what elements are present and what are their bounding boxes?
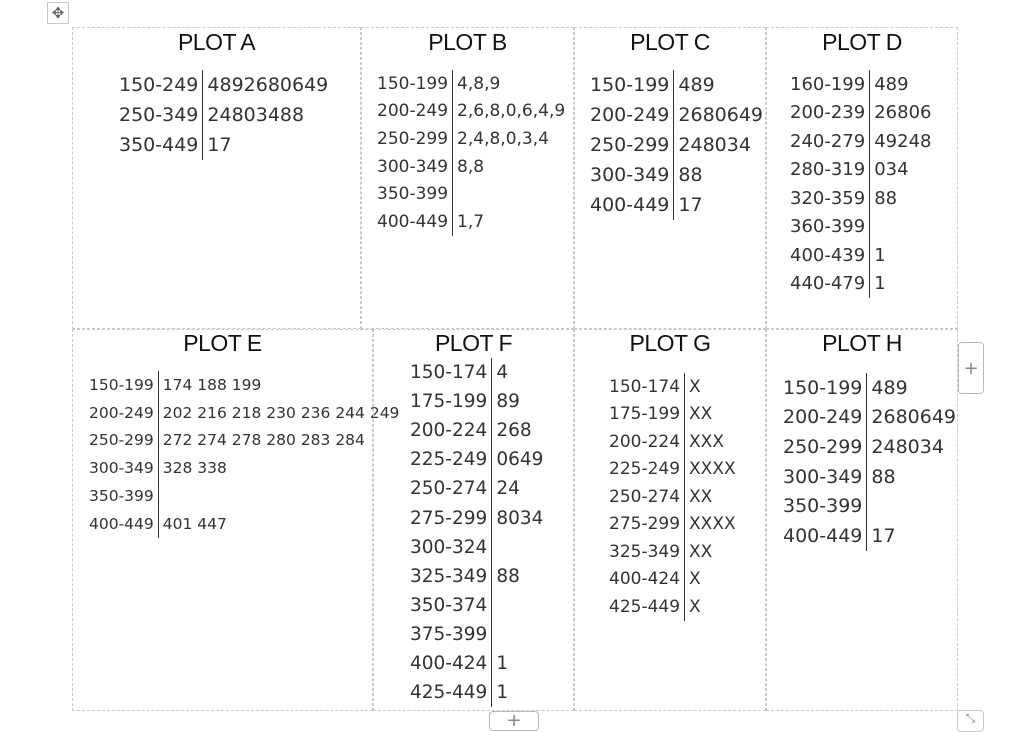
leaf-values: 248034 bbox=[867, 432, 956, 462]
leaf-values: X bbox=[685, 373, 736, 401]
stem-range: 400-439 bbox=[790, 244, 866, 266]
leaf-values: 1,7 bbox=[453, 208, 566, 236]
stem-range: 275-299 bbox=[410, 507, 488, 529]
plot-d-stem-leaf-table bbox=[790, 70, 931, 298]
leaf-values: 272 274 278 280 283 284 bbox=[158, 427, 399, 455]
leaf-values: 4,8,9 bbox=[453, 70, 566, 98]
leaf-values bbox=[870, 213, 932, 242]
stem-leaf-row bbox=[790, 213, 931, 242]
stem-leaf-row bbox=[410, 416, 543, 445]
plot-d-title: PLOT D bbox=[822, 29, 902, 55]
add-row-button[interactable]: + bbox=[489, 711, 539, 731]
stem-range: 250-349 bbox=[119, 104, 199, 126]
plot-f-title: PLOT F bbox=[434, 330, 513, 356]
plot-f-stem-leaf-table bbox=[410, 358, 543, 707]
stem-range: 250-299 bbox=[590, 134, 670, 156]
stem-range: 240-279 bbox=[790, 130, 866, 152]
stem-range: 350-399 bbox=[377, 184, 449, 205]
leaf-values bbox=[492, 533, 544, 562]
leaf-values: 17 bbox=[867, 521, 956, 551]
leaf-values: XX bbox=[685, 401, 736, 429]
stem-leaf-row bbox=[410, 387, 543, 416]
stem-leaf-row bbox=[410, 620, 543, 649]
stem-range: 225-249 bbox=[609, 459, 681, 480]
leaf-values: XX bbox=[685, 483, 736, 511]
stem-leaf-row bbox=[119, 70, 328, 100]
leaf-values: XX bbox=[685, 538, 736, 566]
stem-range: 440-479 bbox=[790, 273, 866, 295]
stem-range: 200-249 bbox=[783, 406, 863, 429]
stem-leaf-row bbox=[609, 401, 736, 429]
leaf-values: 8034 bbox=[492, 503, 544, 532]
stem-range: 300-324 bbox=[410, 536, 488, 558]
leaf-values: 2680649 bbox=[867, 403, 956, 433]
stem-range: 280-319 bbox=[790, 159, 866, 181]
leaf-values: 2,6,8,0,6,4,9 bbox=[453, 98, 566, 126]
stem-leaf-row bbox=[783, 373, 956, 403]
stem-range: 150-199 bbox=[783, 376, 863, 399]
plot-f-cell[interactable] bbox=[373, 329, 574, 711]
stem-leaf-row bbox=[590, 160, 763, 190]
stem-leaf-row bbox=[609, 428, 736, 456]
leaf-values: 0649 bbox=[492, 445, 544, 474]
stem-range: 350-399 bbox=[783, 495, 863, 518]
stem-leaf-row bbox=[377, 98, 565, 126]
stem-leaf-row bbox=[410, 591, 543, 620]
stem-range: 200-249 bbox=[89, 403, 154, 422]
leaf-values: 89 bbox=[492, 387, 544, 416]
stem-range: 150-199 bbox=[377, 73, 449, 94]
stem-range: 400-424 bbox=[609, 569, 681, 590]
stem-leaf-row bbox=[790, 99, 931, 128]
table-resize-handle-icon[interactable]: ⤡ bbox=[957, 710, 984, 732]
stem-leaf-row bbox=[790, 156, 931, 185]
stem-range: 250-274 bbox=[609, 486, 681, 507]
plot-e-cell[interactable] bbox=[72, 329, 400, 711]
leaf-values: 401 447 bbox=[158, 510, 399, 538]
leaf-values: 17 bbox=[674, 190, 763, 220]
leaf-values: 2,4,8,0,3,4 bbox=[453, 125, 566, 153]
leaf-values: 26806 bbox=[870, 99, 932, 128]
stem-leaf-row bbox=[377, 125, 565, 153]
leaf-values: X bbox=[685, 566, 736, 594]
stem-leaf-row bbox=[790, 127, 931, 156]
leaf-values: 489 bbox=[867, 373, 956, 403]
stem-range: 360-399 bbox=[790, 216, 866, 238]
leaf-values: 2680649 bbox=[674, 100, 763, 130]
stem-leaf-row bbox=[89, 482, 399, 510]
stem-leaf-row bbox=[783, 491, 956, 521]
leaf-values: X bbox=[685, 593, 736, 621]
add-column-button[interactable]: + bbox=[958, 342, 984, 394]
stem-range: 150-199 bbox=[89, 375, 154, 394]
stem-range: 300-349 bbox=[377, 156, 449, 177]
leaf-values: 489 bbox=[674, 70, 763, 100]
plot-a-title: PLOT A bbox=[177, 29, 256, 55]
stem-range: 400-449 bbox=[377, 211, 449, 232]
stem-leaf-row bbox=[590, 130, 763, 160]
stem-range: 200-239 bbox=[790, 102, 866, 124]
leaf-values: 1 bbox=[492, 649, 544, 678]
leaf-values bbox=[453, 180, 566, 208]
leaf-values: XXXX bbox=[685, 511, 736, 539]
leaf-values: 202 216 218 230 236 244 249 bbox=[158, 399, 399, 427]
stem-leaf-row bbox=[410, 562, 543, 591]
stem-range: 160-199 bbox=[790, 73, 866, 95]
stem-leaf-row bbox=[89, 510, 399, 538]
stem-leaf-row bbox=[410, 649, 543, 678]
leaf-values bbox=[492, 620, 544, 649]
leaf-values: 1 bbox=[870, 241, 932, 270]
leaf-values: 8,8 bbox=[453, 153, 566, 181]
stem-range: 200-249 bbox=[590, 104, 670, 126]
stem-range: 325-349 bbox=[410, 565, 488, 587]
stem-leaf-row bbox=[790, 241, 931, 270]
leaf-values: 034 bbox=[870, 156, 932, 185]
stem-leaf-row bbox=[609, 511, 736, 539]
stem-leaf-row bbox=[609, 373, 736, 401]
stem-range: 150-174 bbox=[410, 362, 488, 384]
leaf-values: XXXX bbox=[685, 456, 736, 484]
stem-leaf-row bbox=[609, 566, 736, 594]
plot-c-title: PLOT C bbox=[630, 29, 710, 55]
stem-leaf-row bbox=[590, 190, 763, 220]
stem-leaf-row bbox=[590, 100, 763, 130]
stem-leaf-row bbox=[410, 474, 543, 503]
stem-range: 320-359 bbox=[790, 187, 866, 209]
stem-range: 350-449 bbox=[119, 134, 199, 156]
stem-leaf-row bbox=[410, 358, 543, 387]
leaf-values: 1 bbox=[870, 270, 932, 299]
leaf-values: XXX bbox=[685, 428, 736, 456]
leaf-values bbox=[492, 591, 544, 620]
stem-range: 250-299 bbox=[89, 431, 154, 450]
stem-leaf-row bbox=[377, 70, 565, 98]
stem-leaf-row bbox=[790, 270, 931, 299]
stem-leaf-row bbox=[410, 678, 543, 707]
leaf-values: 174 188 199 bbox=[158, 371, 399, 399]
stem-range: 400-449 bbox=[783, 524, 863, 547]
leaf-values: 49248 bbox=[870, 127, 932, 156]
leaf-values: 268 bbox=[492, 416, 544, 445]
stem-leaf-row bbox=[410, 503, 543, 532]
stem-leaf-row bbox=[410, 445, 543, 474]
stem-range: 400-449 bbox=[590, 194, 670, 216]
stem-leaf-row bbox=[89, 399, 399, 427]
stem-range: 225-249 bbox=[410, 449, 488, 471]
plot-g-cell[interactable] bbox=[574, 329, 766, 711]
stem-range: 200-224 bbox=[410, 420, 488, 442]
plot-a-stem-leaf-table bbox=[119, 70, 328, 160]
leaf-values: 248034 bbox=[674, 130, 763, 160]
stem-leaf-row bbox=[89, 454, 399, 482]
stem-range: 150-199 bbox=[590, 74, 670, 96]
stem-leaf-plots-table bbox=[72, 27, 958, 711]
stem-range: 175-199 bbox=[410, 391, 488, 413]
plot-g-title: PLOT G bbox=[629, 330, 711, 356]
leaf-values: 17 bbox=[203, 130, 328, 160]
stem-range: 375-399 bbox=[410, 623, 488, 645]
stem-leaf-row bbox=[119, 130, 328, 160]
stem-range: 175-199 bbox=[609, 404, 681, 425]
stem-range: 150-174 bbox=[609, 376, 681, 397]
stem-leaf-row bbox=[609, 456, 736, 484]
plot-h-cell[interactable] bbox=[766, 329, 958, 711]
stem-leaf-row bbox=[609, 593, 736, 621]
leaf-values bbox=[867, 491, 956, 521]
stem-leaf-row bbox=[609, 483, 736, 511]
plot-h-title: PLOT H bbox=[822, 330, 902, 356]
stem-range: 350-374 bbox=[410, 594, 488, 616]
stem-leaf-row bbox=[609, 538, 736, 566]
stem-range: 400-449 bbox=[89, 514, 154, 533]
leaf-values: 88 bbox=[492, 562, 544, 591]
stem-leaf-row bbox=[119, 100, 328, 130]
stem-range: 250-299 bbox=[377, 128, 449, 149]
plot-a-cell[interactable] bbox=[72, 27, 361, 329]
stem-leaf-row bbox=[783, 462, 956, 492]
leaf-values bbox=[158, 482, 399, 510]
stem-leaf-row bbox=[377, 180, 565, 208]
leaf-values: 88 bbox=[870, 184, 932, 213]
plot-e-stem-leaf-table bbox=[89, 371, 399, 538]
leaf-values: 489 bbox=[870, 70, 932, 99]
stem-range: 350-399 bbox=[89, 487, 154, 506]
leaf-values: 24803488 bbox=[203, 100, 328, 130]
plot-e-title: PLOT E bbox=[183, 330, 262, 356]
stem-range: 250-299 bbox=[783, 435, 863, 458]
plot-c-stem-leaf-table bbox=[590, 70, 763, 220]
table-move-handle-icon[interactable]: ✥ bbox=[47, 2, 69, 24]
plot-b-stem-leaf-table bbox=[377, 70, 565, 236]
stem-leaf-row bbox=[590, 70, 763, 100]
leaf-values: 4 bbox=[492, 358, 544, 387]
stem-range: 300-349 bbox=[783, 465, 863, 488]
plot-b-title: PLOT B bbox=[428, 29, 507, 55]
stem-leaf-row bbox=[89, 371, 399, 399]
leaf-values: 88 bbox=[674, 160, 763, 190]
stem-leaf-row bbox=[790, 70, 931, 99]
plot-h-stem-leaf-table bbox=[783, 373, 956, 551]
stem-range: 275-299 bbox=[609, 514, 681, 535]
stem-leaf-row bbox=[783, 403, 956, 433]
stem-range: 200-249 bbox=[377, 101, 449, 122]
plot-d-cell[interactable] bbox=[766, 27, 958, 329]
leaf-values: 88 bbox=[867, 462, 956, 492]
plot-g-stem-leaf-table bbox=[609, 373, 736, 621]
stem-leaf-row bbox=[790, 184, 931, 213]
leaf-values: 1 bbox=[492, 678, 544, 707]
plot-c-cell[interactable] bbox=[574, 27, 766, 329]
stem-range: 400-424 bbox=[410, 652, 488, 674]
leaf-values: 24 bbox=[492, 474, 544, 503]
stem-leaf-row bbox=[377, 208, 565, 236]
stem-leaf-row bbox=[783, 432, 956, 462]
stem-range: 425-449 bbox=[609, 596, 681, 617]
stem-range: 150-249 bbox=[119, 74, 199, 96]
stem-leaf-row bbox=[783, 521, 956, 551]
stem-range: 250-274 bbox=[410, 478, 488, 500]
stem-range: 325-349 bbox=[609, 541, 681, 562]
stem-leaf-row bbox=[410, 533, 543, 562]
plot-b-cell[interactable] bbox=[361, 27, 574, 329]
leaf-values: 328 338 bbox=[158, 454, 399, 482]
stem-leaf-row bbox=[89, 427, 399, 455]
stem-range: 425-449 bbox=[410, 682, 488, 704]
leaf-values: 4892680649 bbox=[203, 70, 328, 100]
stem-leaf-row bbox=[377, 153, 565, 181]
stem-range: 200-224 bbox=[609, 431, 681, 452]
stem-range: 300-349 bbox=[89, 459, 154, 478]
stem-range: 300-349 bbox=[590, 164, 670, 186]
